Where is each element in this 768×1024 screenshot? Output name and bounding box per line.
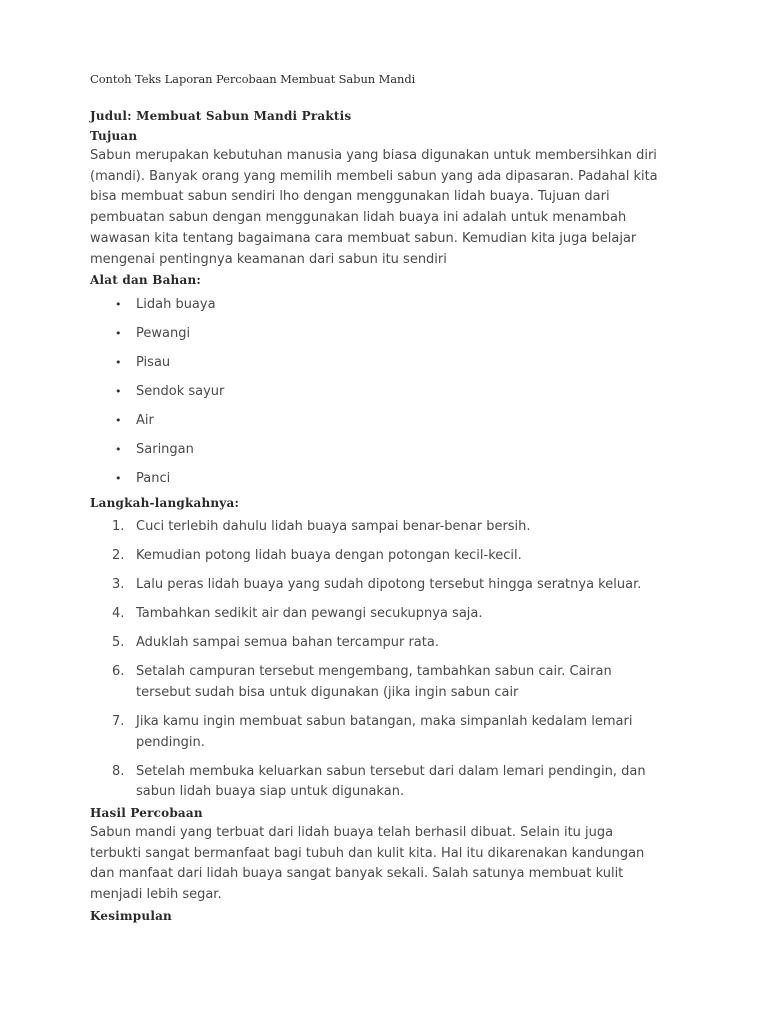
step-text: Jika kamu ingin membuat sabun batangan, maka simpanlah kedalam lemari xyxy=(136,713,633,729)
step-item xyxy=(90,712,690,753)
tujuan-line: wawasan kita tentang bagaimana cara membuat sabun. Kemudian kita juga belajar xyxy=(90,230,637,246)
tujuan-line: bisa membuat sabun sendiri lho dengan menggunakan lidah buaya. Tujuan dari xyxy=(90,189,610,205)
step-number: 1. xyxy=(112,519,125,535)
document-page xyxy=(90,70,690,926)
step-number: 4. xyxy=(112,606,125,622)
langkah-heading: Langkah-langkahnya: xyxy=(90,496,240,511)
tujuan-line: mengenai pentingnya keamanan dari sabun itu sendiri xyxy=(90,251,447,267)
step-number: 8. xyxy=(112,763,125,779)
step-text: Setelah membuka keluarkan sabun tersebut dari dalam lemari pendingin, dan xyxy=(136,763,646,779)
tujuan-line: pembuatan sabun dengan menggunakan lidah buaya ini adalah untuk menambah xyxy=(90,210,627,226)
step-text: tersebut sudah bisa untuk digunakan (jika ingin sabun cair xyxy=(136,684,519,700)
list-item-label: Sendok sayur xyxy=(136,384,225,400)
bullet-icon: • xyxy=(115,327,122,341)
tujuan-line: (mandi). Banyak orang yang memilih membeli sabun yang ada dipasaran. Padahal kita xyxy=(90,168,658,184)
list-item-label: Lidah buaya xyxy=(136,297,216,313)
step-item xyxy=(90,633,690,654)
step-item xyxy=(90,604,690,625)
step-text: Tambahkan sedikit air dan pewangi secukupnya saja. xyxy=(136,606,483,622)
alat-list xyxy=(90,290,690,493)
step-text: Lalu peras lidah buaya yang sudah dipotong tersebut hingga seratnya keluar. xyxy=(136,577,642,593)
list-item xyxy=(90,377,690,406)
list-item xyxy=(90,406,690,435)
hasil-line: terbukti sangat bermanfaat bagi tubuh dan kulit kita. Hal itu dikarenakan kandungan xyxy=(90,845,645,861)
list-item xyxy=(90,290,690,319)
step-text: Cuci terlebih dahulu lidah buaya sampai benar-benar bersih. xyxy=(136,519,531,535)
step-text: Kemudian potong lidah buaya dengan potongan kecil-kecil. xyxy=(136,548,522,564)
step-item xyxy=(90,762,690,803)
bullet-icon: • xyxy=(115,385,122,399)
list-item xyxy=(90,435,690,464)
list-item-label: Air xyxy=(136,413,154,429)
step-number: 5. xyxy=(112,635,125,651)
step-item xyxy=(90,662,690,703)
step-number: 7. xyxy=(112,713,125,729)
list-item-label: Panci xyxy=(136,471,171,487)
judul-heading: Judul: Membuat Sabun Mandi Praktis xyxy=(90,109,352,123)
bullet-icon: • xyxy=(115,298,122,312)
bullet-icon: • xyxy=(115,414,122,428)
hasil-line: Sabun mandi yang terbuat dari lidah buaya telah berhasil dibuat. Selain itu juga xyxy=(90,825,614,841)
bullet-icon: • xyxy=(115,472,122,486)
step-text: Aduklah sampai semua bahan tercampur rata. xyxy=(136,635,439,651)
step-text: sabun lidah buaya siap untuk digunakan. xyxy=(136,784,405,800)
hasil-line: dan manfaat dari lidah buaya sangat banyak sekali. Salah satunya membuat kulit xyxy=(90,866,624,882)
tujuan-paragraph xyxy=(90,146,690,270)
list-item-label: Pisau xyxy=(136,355,171,371)
step-number: 3. xyxy=(112,577,125,593)
step-text: pendingin. xyxy=(136,734,205,750)
step-item xyxy=(90,546,690,567)
step-number: 2. xyxy=(112,548,125,564)
langkah-list xyxy=(90,517,690,803)
list-item xyxy=(90,348,690,377)
alat-heading: Alat dan Bahan: xyxy=(90,273,202,288)
bullet-icon: • xyxy=(115,356,122,370)
tujuan-heading: Tujuan xyxy=(90,129,138,143)
hasil-line: menjadi lebih segar. xyxy=(90,887,222,903)
list-item-label: Saringan xyxy=(136,442,194,458)
hasil-paragraph xyxy=(90,823,690,906)
hasil-heading: Hasil Percobaan xyxy=(90,806,203,821)
bullet-icon: • xyxy=(115,443,122,457)
step-text: Setalah campuran tersebut mengembang, tambahkan sabun cair. Cairan xyxy=(136,664,612,680)
list-item xyxy=(90,319,690,348)
step-number: 6. xyxy=(112,664,125,680)
step-item xyxy=(90,517,690,538)
kesimpulan-heading: Kesimpulan xyxy=(90,908,172,923)
tujuan-line: Sabun merupakan kebutuhan manusia yang biasa digunakan untuk membersihkan diri xyxy=(90,148,657,163)
step-item xyxy=(90,575,690,596)
document-title: Contoh Teks Laporan Percobaan Membuat Sabun Mandi xyxy=(90,72,416,86)
list-item xyxy=(90,464,690,493)
list-item-label: Pewangi xyxy=(136,326,191,342)
